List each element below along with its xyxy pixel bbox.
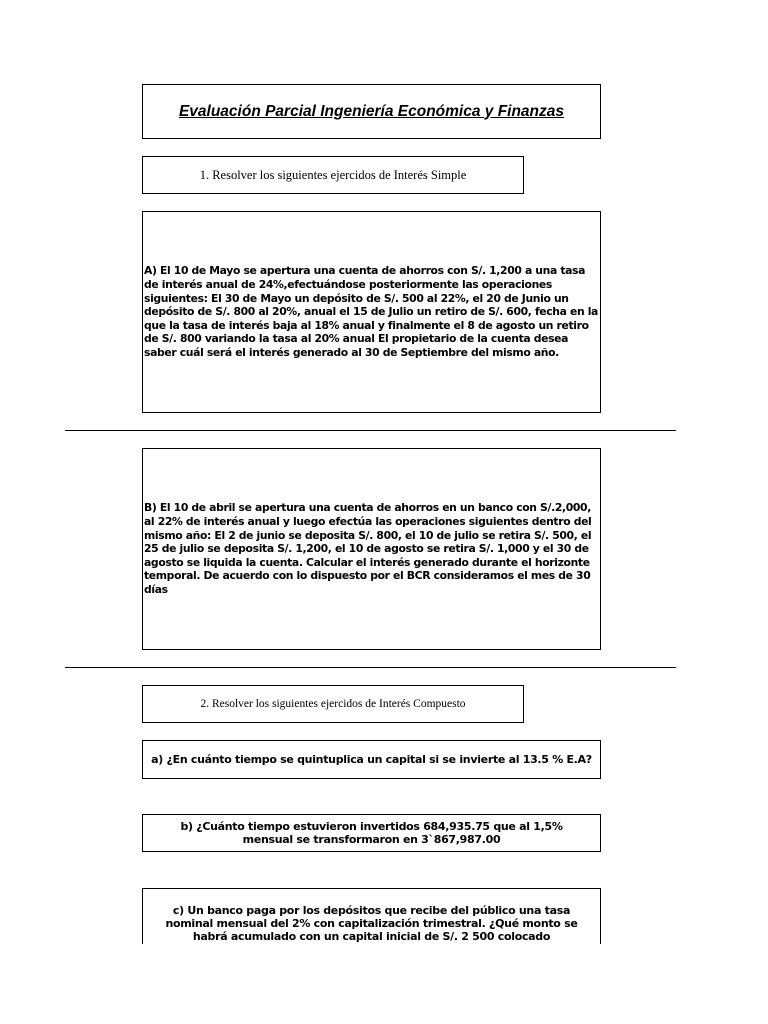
title-box [142, 84, 601, 139]
section-1-heading: 1. Resolver los siguientes ejercidos de Interés Simple [199, 167, 467, 182]
section-1-heading-box [142, 156, 524, 194]
question-b-text: b) ¿Cuánto tiempo estuvieron invertidos 684,935.75 que al 1,5% mensual se transformaron en 3`867,987.00 [180, 820, 563, 846]
page-title: Evaluación Parcial Ingeniería Económica y Finanzas [178, 102, 565, 120]
section-2-heading: 2. Resolver los siguientes ejercidos de Interés Compuesto [200, 698, 466, 710]
question-b-box [142, 814, 601, 852]
problem-a-text: A) El 10 de Mayo se apertura una cuenta de ahorros con S/. 1,200 a una tasa de interés anual de 24%,efectuándose posteriormente las operaciones siguientes: El 30 de Mayo un depósito de S/. 500 al 22%, el 20 de Junio un depósito de S/. 800 al 20%, anual el 15 de Julio un retiro de S/. 600, fecha en la que la tasa de interés baja al 18% anual y finalmente el 8 de agosto un retiro de S/. 800 variando la tasa al 20% anual El propietario de la cuenta desea saber cuál será el interés generado al 30 de Septiembre del mismo año. [144, 264, 598, 359]
question-a-box [142, 740, 601, 779]
problem-a-box [142, 211, 601, 413]
question-c-text: c) Un banco paga por los depósitos que recibe del público una tasa nominal mensual del 2% con capitalización trimestral. ¿Qué monto se habrá acumulado con un capital inicial de S/. 2 500 colocado [165, 904, 578, 943]
divider-line [65, 430, 676, 431]
page-cutoff [0, 944, 768, 1024]
question-a-text: a) ¿En cuánto tiempo se quintuplica un capital si se invierte al 13.5 % E.A? [151, 753, 592, 766]
divider-line [65, 667, 676, 668]
problem-b-box [142, 448, 601, 650]
problem-b-text: B) El 10 de abril se apertura una cuenta de ahorros en un banco con S/.2,000, al 22% de interés anual y luego efectúa las operaciones siguientes dentro del mismo año: El 2 de junio se deposita S/. 800, el 10 de julio se retira S/. 500, el 25 de julio se deposita S/. 1,200, el 10 de agosto se retira S/. 1,000 y el 30 de agosto se liquida la cuenta. Calcular el interés generado durante el horizonte temporal. De acuerdo con lo dispuesto por el BCR consideramos el mes de 30 días [144, 501, 592, 596]
section-2-heading-box [142, 685, 524, 723]
